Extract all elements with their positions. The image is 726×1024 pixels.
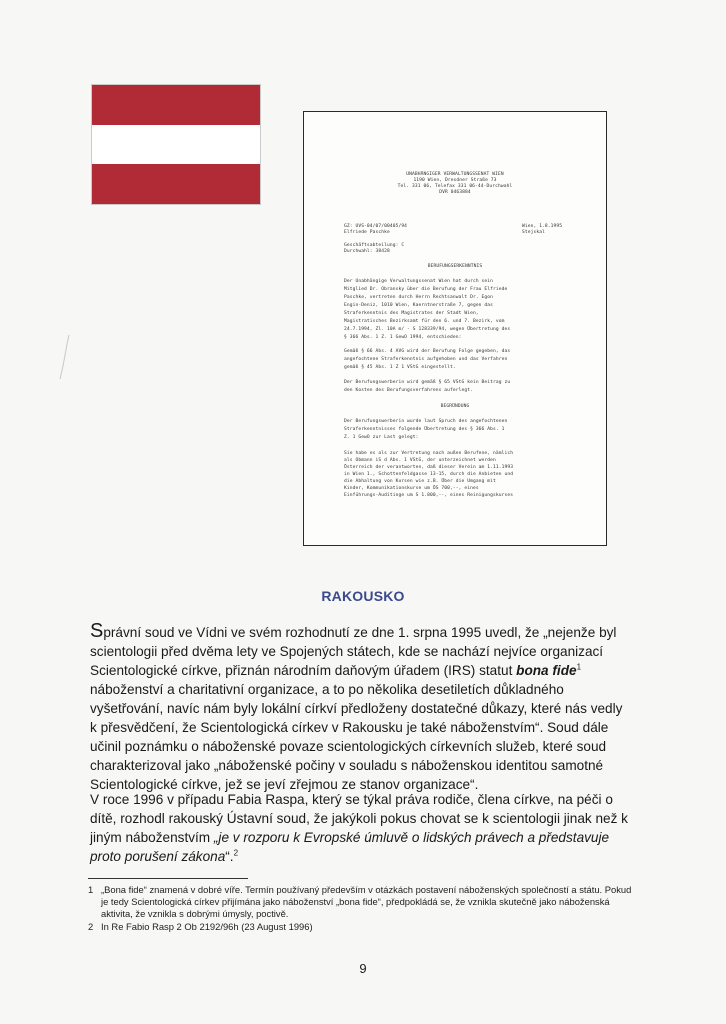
scan-body-line: Einführungs-Auditinge um S 1.800,--, eines Reinigungskurses [344, 493, 514, 498]
scan-body-line: Kinder, Kommunikationskurse um ÖS 700,--, eines [344, 486, 479, 491]
footnote-text: In Re Fabio Rasp 2 Ob 2192/96h (23 August 1996) [101, 921, 313, 932]
margin-pencil-mark [58, 333, 72, 381]
paragraph-1-text: právní soud ve Vídni ve svém rozhodnutí ze dne 1. srpna 1995 uvedl, že „nejenže byl scientologii před dvěma lety ve Spojených státech, kde se nachází nejvíce organizací Scientologické církve, přiznán národním daňovým úřadem (IRS) statut [90, 625, 617, 678]
scan-body-line: Der Berufungswerberin wurde laut Spruch des angefochtenen [344, 419, 508, 424]
scan-reasons-title: BEGRÜNDUNG [440, 404, 470, 409]
flag-stripe-top [92, 85, 260, 125]
scan-body-line: die Abhaltung von Kursen wie z.B. Über die Umgang mit [344, 479, 496, 484]
austrian-flag [92, 85, 260, 204]
paragraph-1-text-cont: náboženství a charitativní organizace, a to po několika desetiletích důkladného vyšetřování, navíc nám byly lokální církví předloženy dostatečné důkazy, které nás vedly k přesvědčení, že Scientologická církev v Rakousku je také náboženstvím“. Soud dále učinil poznámku o náboženské povaze scientologických církevních služeb, které soud charakterizoval jako „náboženské počiny v souladu s náboženskou identitou samotné Scientologické církve, jež se jeví zřejmou ze stanov organizace“. [90, 682, 623, 792]
court-quote: „je v rozporu k Evropské úmluvě o lidských právech a představuje proto porušení zákona [90, 830, 610, 864]
flag-stripe-middle [92, 125, 260, 165]
scan-body-line: § 366 Abs. 1 Z. 1 GewO 1994, entschieden: [344, 335, 462, 340]
scan-body-line: angefochtene Straferkenntnis aufgehoben und das Verfahren [344, 357, 508, 362]
scan-body-line: Straferkenntnis des Magistrates der Stadt Wien, [344, 311, 479, 316]
scan-body-line: Österreich der verantworten, daß dieser Verein am 1.11.1993 [344, 465, 514, 470]
scan-header-line: DVR 0463884 [439, 190, 471, 195]
paragraph-2-text: V roce 1996 v případu Fabia Raspa, který se týkal práva rodiče, člena církve, na péči o dítě, rozhodl rakouský Ústavní soud, že jakýkoli pokus chovat se k scientologii jinak než k jiným náboženstvím [90, 792, 628, 845]
scan-body-line: als Obmann iS d Abs. 1 VStG, der unterzeichnet werden [344, 458, 496, 463]
scan-ref-right: Stejskal [522, 230, 545, 235]
scan-body-line: Engin-Deniz, 1010 Wien, Kaerntnerstraße 7, gegen das [344, 303, 494, 308]
scan-ref-right: Wien, 1.8.1995 [522, 224, 563, 229]
scan-body-line: Straferkenntnisses folgende Übertretung des § 366 Abs. 1 [344, 427, 505, 432]
scan-body-line: 24.7.1994, Zl. 10A m/ - S 128339/94, wegen Übertretung des [344, 327, 511, 332]
scan-body-line: Der Berufungswerberin wird gemäß § 65 VStG kein Beitrag zu [344, 380, 511, 385]
scan-body-line: Paschke, vertreten durch Herrn Rechtsanwalt Dr. Egon [344, 295, 494, 300]
paragraph-2-text-end: “. [225, 849, 234, 864]
footnote-text: „Bona fide“ znamená v dobré víře. Termín používaný především v otázkách postavení náboženských společností a státu. Pokud je tedy Scientologická církev přijímána jako náboženství „bona fide“, předpokládá se, že vznikla skutečně jako náboženská aktivita, že vznikla s dobrými úmysly, poctivě. [101, 884, 632, 919]
scan-body-line: Mitglied Dr. Obransky über die Berufung der Frau Elfriede [344, 287, 508, 292]
footnote-ref-2[interactable]: 2 [233, 848, 239, 858]
footnote-number: 1 [88, 884, 94, 895]
section-title: RAKOUSKO [321, 588, 405, 604]
scan-body-line: Der Unabhängige Verwaltungssenat Wien hat durch sein [344, 279, 494, 284]
scan-body-line: Sie habe es als zur Vertretung nach außen Berufene, nämlich [344, 451, 514, 456]
scan-body-line: gemäß § 45 Abs. 1 Z 1 VStG eingestellt. [344, 365, 456, 370]
bona-fide-term: bona fide [516, 663, 577, 678]
footnote-number: 2 [88, 921, 94, 932]
scan-body-line: Magistratisches Bezirksamt für den 6. und 7. Bezirk, vom [344, 319, 505, 324]
scan-body-line: Z. 1 GewO zur Last gelegt: [344, 435, 419, 440]
paragraph-1 [90, 622, 630, 794]
scan-body-line: Gemäß § 66 Abs. 4 AVG wird der Berufung Folge gegeben, das [344, 349, 511, 354]
scan-header-line: 1190 Wien, Dresdner Straße 73 [413, 178, 497, 183]
scan-header-line: UNABHÄNGIGER VERWALTUNGSSENAT WIEN [406, 172, 504, 177]
scan-header-line: Tel. 331 06, Telefax 331 06-44-Durchwahl [397, 184, 513, 189]
footnote-divider [88, 878, 248, 879]
drop-cap: S [90, 620, 104, 642]
scan-section-title: BERUFUNGSERKENNTNIS [427, 264, 483, 269]
scan-body-line: den Kosten des Berufungsverfahrens auferlegt. [344, 388, 473, 393]
page-number: 9 [359, 961, 367, 976]
footnote-ref-1[interactable]: 1 [576, 662, 582, 672]
scan-office-line: Geschäftsabteilung: C [344, 243, 405, 248]
scan-ref-left: GZ: UVS-04/07/00405/94 [344, 224, 408, 229]
scanned-court-document [303, 111, 607, 546]
paragraph-2 [90, 790, 630, 866]
scan-ref-left: Elfriede Paschke [344, 230, 390, 235]
scan-body-line: in Wien 1., Schottenfeldgasse 13-15, durch die Anbieten und [344, 472, 514, 477]
flag-stripe-bottom [92, 164, 260, 204]
scan-office-line: Durchwahl: 38428 [344, 249, 390, 254]
